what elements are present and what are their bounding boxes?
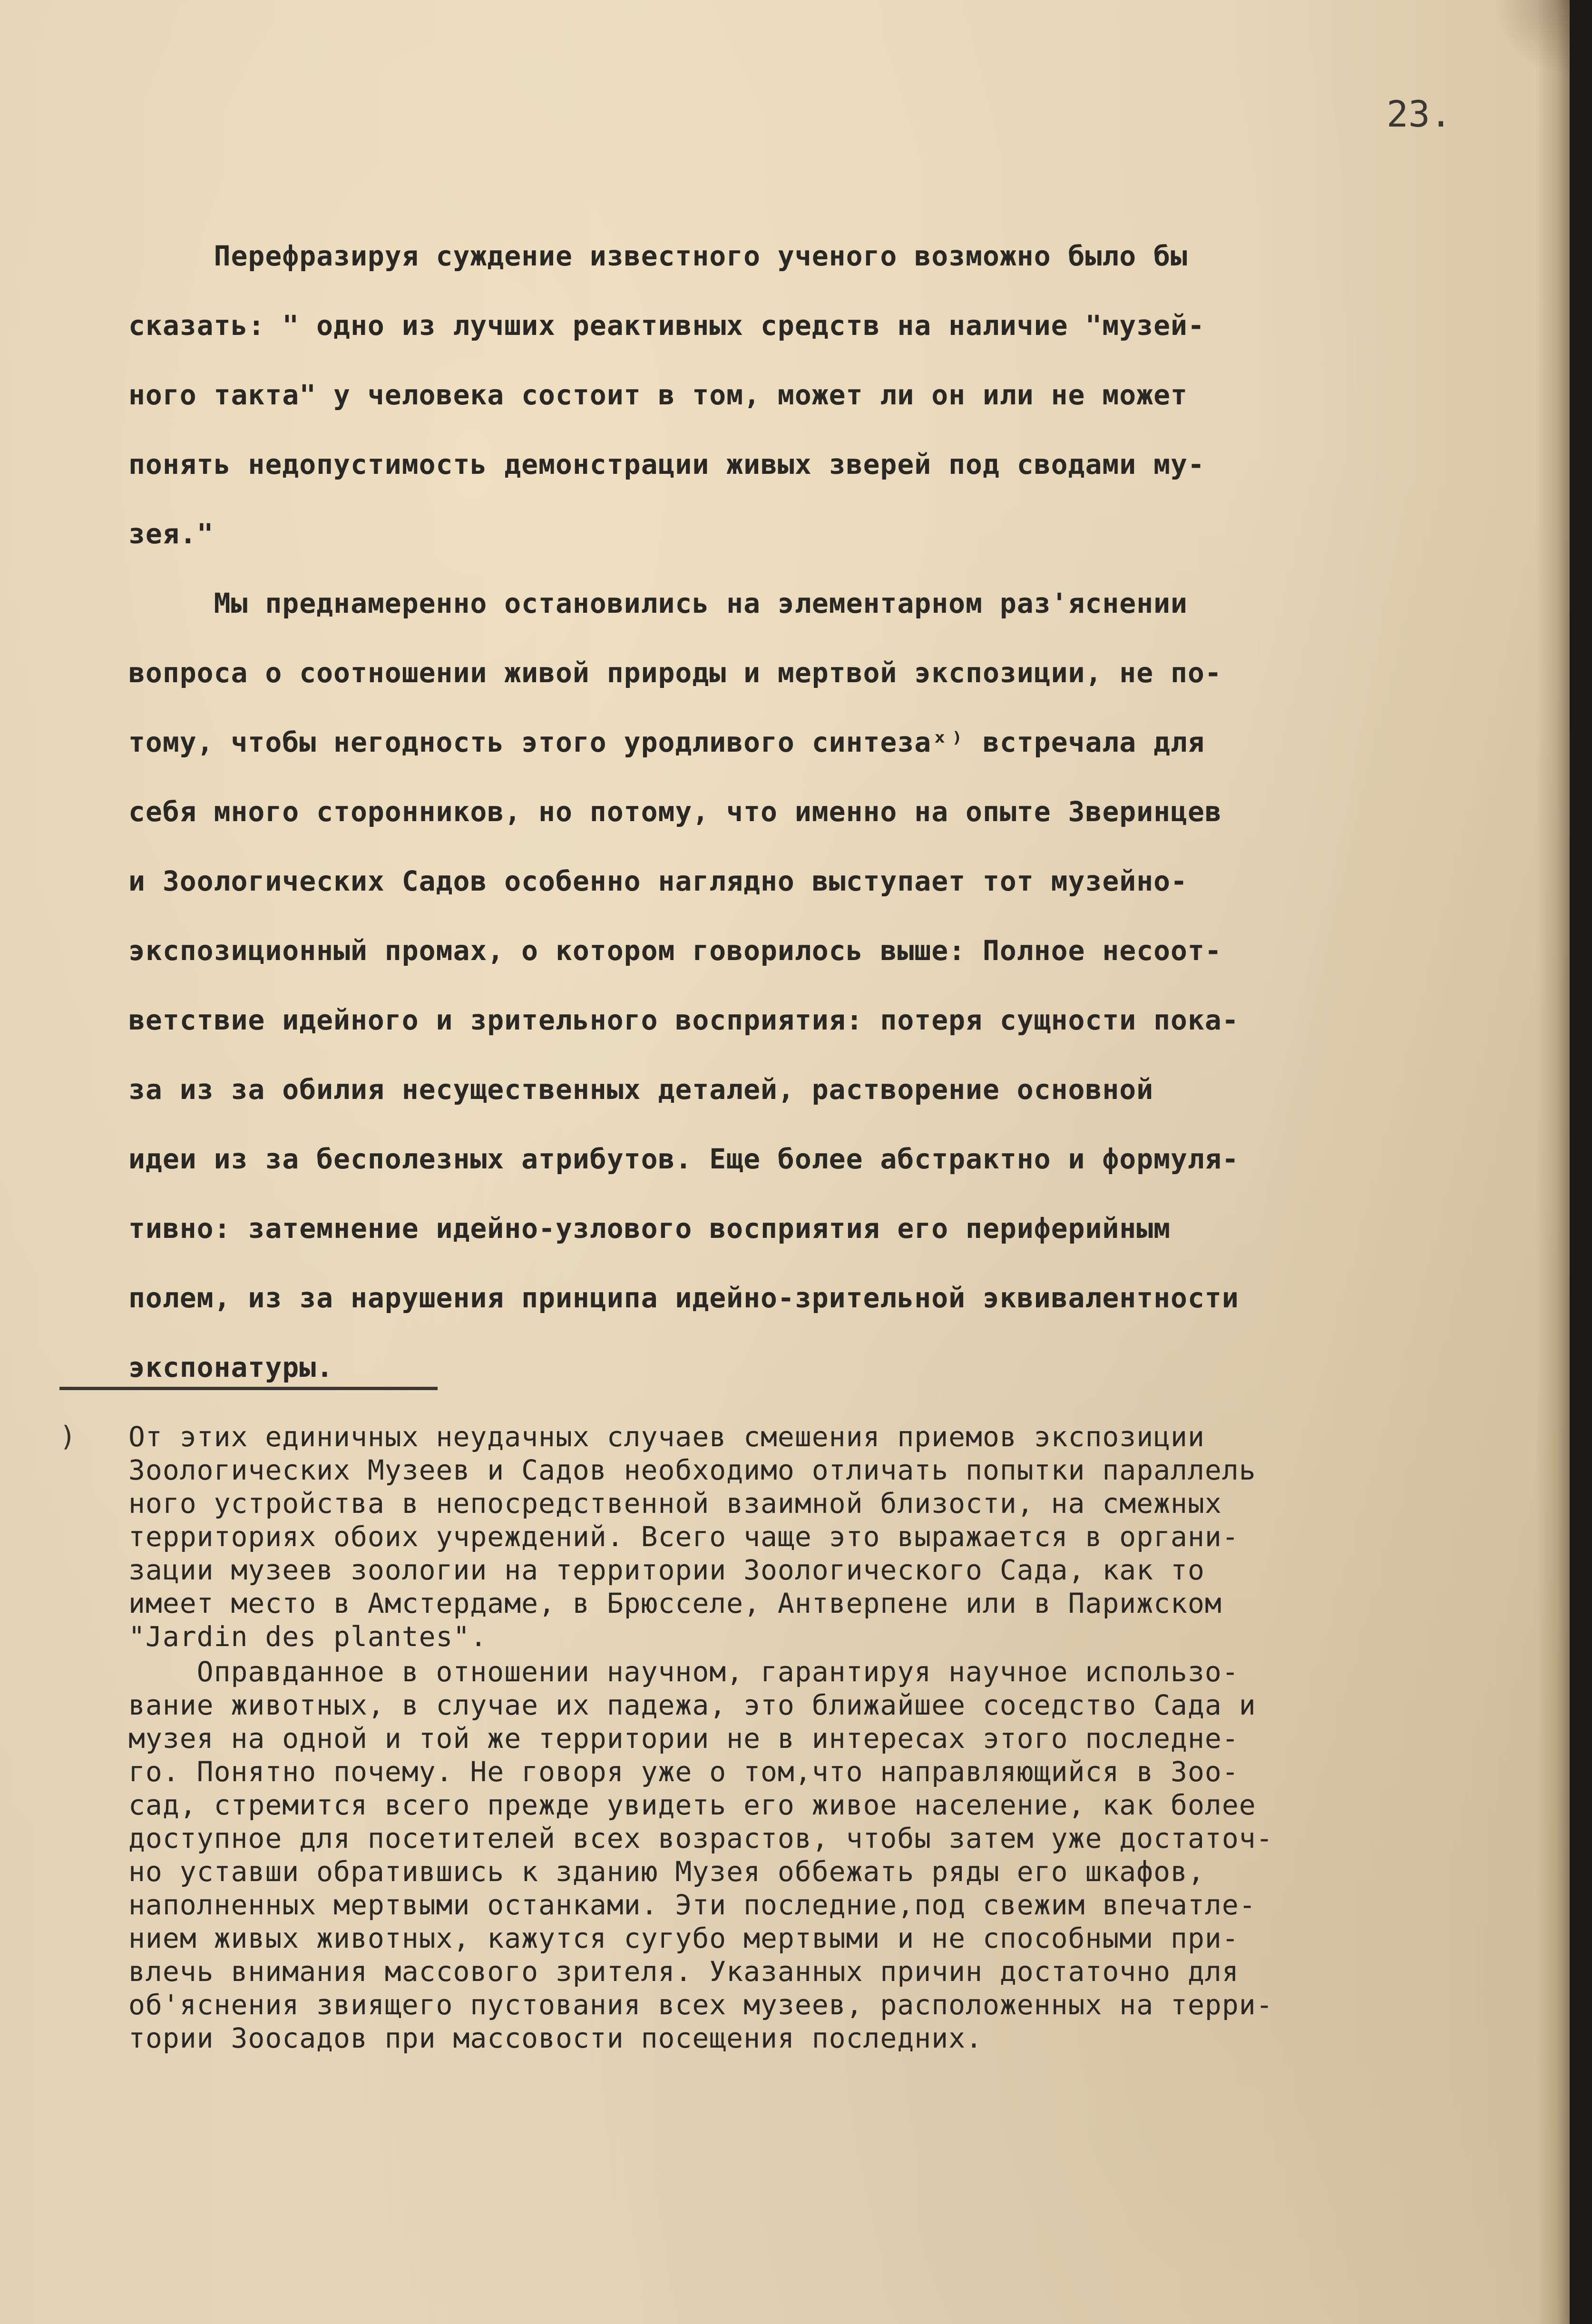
footnote-line: тории Зоосадов при массовости посещения последних. — [128, 2022, 983, 2054]
footnote-line: территориях обоих учреждений. Всего чаще это выражается в органи- — [128, 1520, 1239, 1553]
main-text-line: понять недопустимость демонстрации живых зверей под сводами му- — [128, 448, 1205, 480]
footnote-line: влечь внимания массового зрителя. Указанных причин достаточно для — [128, 1955, 1239, 1988]
main-text-line: полем, из за нарушения принципа идейно-зрительной эквивалентности — [128, 1282, 1239, 1314]
footnote-line: музея на одной и той же территории не в интересах этого последне- — [128, 1722, 1239, 1755]
main-text-line: экспонатуры. — [128, 1351, 334, 1383]
footnote-line: доступное для посетителей всех возрастов, чтобы затем уже достаточ- — [128, 1822, 1273, 1854]
main-text-line: тивно: затемнение идейно-узлового восприятия его периферийным — [128, 1212, 1171, 1245]
page-edge-shadow — [1536, 0, 1570, 2324]
footnote-line: наполненных мертвыми останками. Эти последние,под свежим впечатле- — [128, 1889, 1256, 1921]
main-text-line: ного такта" у человека состоит в том, может ли он или не может — [128, 379, 1188, 411]
footnote-line: "Jardin des plantes". — [128, 1620, 488, 1653]
footnote-marker: ) — [59, 1420, 76, 1452]
footnote-line: имеет место в Амстердаме, в Брюсселе, Антверпене или в Парижском — [128, 1587, 1222, 1619]
main-text-line: идеи из за бесполезных атрибутов. Еще более абстрактно и формуля- — [128, 1143, 1239, 1175]
main-text-line: тому, чтобы негодность этого уродливого синтезаˣ⁾ встречала для — [128, 726, 1205, 758]
footnote-line: нием живых животных, кажутся сугубо мертвыми и не способными при- — [128, 1922, 1239, 1954]
footnote-line: Оправданное в отношении научном, гарантируя научное использо- — [128, 1656, 1239, 1688]
footnote-text — [71, 1420, 1273, 2055]
footnote-line: сад, стремится всего прежде увидеть его живое население, как более — [128, 1789, 1256, 1821]
footnote-line: го. Понятно почему. Не говоря уже о том,что направляющийся в Зоо- — [128, 1755, 1239, 1788]
main-text-line: зея." — [128, 518, 214, 550]
footnote-line: об'яснения звиящего пустования всех музеев, расположенных на терри- — [128, 1989, 1273, 2021]
footnote-line: ного устройства в непосредственной взаимной близости, на смежных — [128, 1487, 1222, 1520]
footnote-line: вание животных, в случае их падежа, это ближайшее соседство Сада и — [128, 1689, 1256, 1721]
main-text-line: вопроса о соотношении живой природы и мертвой экспозиции, не по- — [128, 657, 1222, 689]
main-text-line: за из за обилия несущественных деталей, растворение основной — [128, 1073, 1154, 1106]
footnote-line: но уставши обратившись к зданию Музея оббежать ряды его шкафов, — [128, 1855, 1205, 1888]
main-text-line: ветствие идейного и зрительного восприятия: потеря сущности пока- — [128, 1004, 1239, 1036]
main-text-line: себя много сторонников, но потому, что именно на опыте Зверинцев — [128, 795, 1222, 828]
page-number: 23. — [1387, 93, 1452, 135]
page-corner-shadow — [1494, 0, 1570, 76]
footnote-separator — [59, 1387, 438, 1390]
main-text-line: сказать: " одно из лучших реактивных средств на наличие "музей- — [128, 309, 1205, 342]
footnote-line: зации музеев зоологии на территории Зоологического Сада, как то — [128, 1554, 1205, 1586]
main-text-line: и Зоологических Садов особенно наглядно выступает тот музейно- — [128, 865, 1188, 897]
main-text-body — [128, 221, 1239, 1402]
footnote-line: От этих единичных неудачных случаев смешения приемов экспозиции — [128, 1421, 1205, 1453]
main-text-line: Мы преднамеренно остановились на элементарном раз'яснении — [128, 587, 1188, 619]
main-text-line: Перефразируя суждение известного ученого возможно было бы — [128, 240, 1188, 272]
footnote-line: Зоологических Музеев и Садов необходимо отличать попытки параллель — [128, 1454, 1256, 1486]
main-text-line: экспозиционный промах, о котором говорилось выше: Полное несоот- — [128, 934, 1222, 967]
